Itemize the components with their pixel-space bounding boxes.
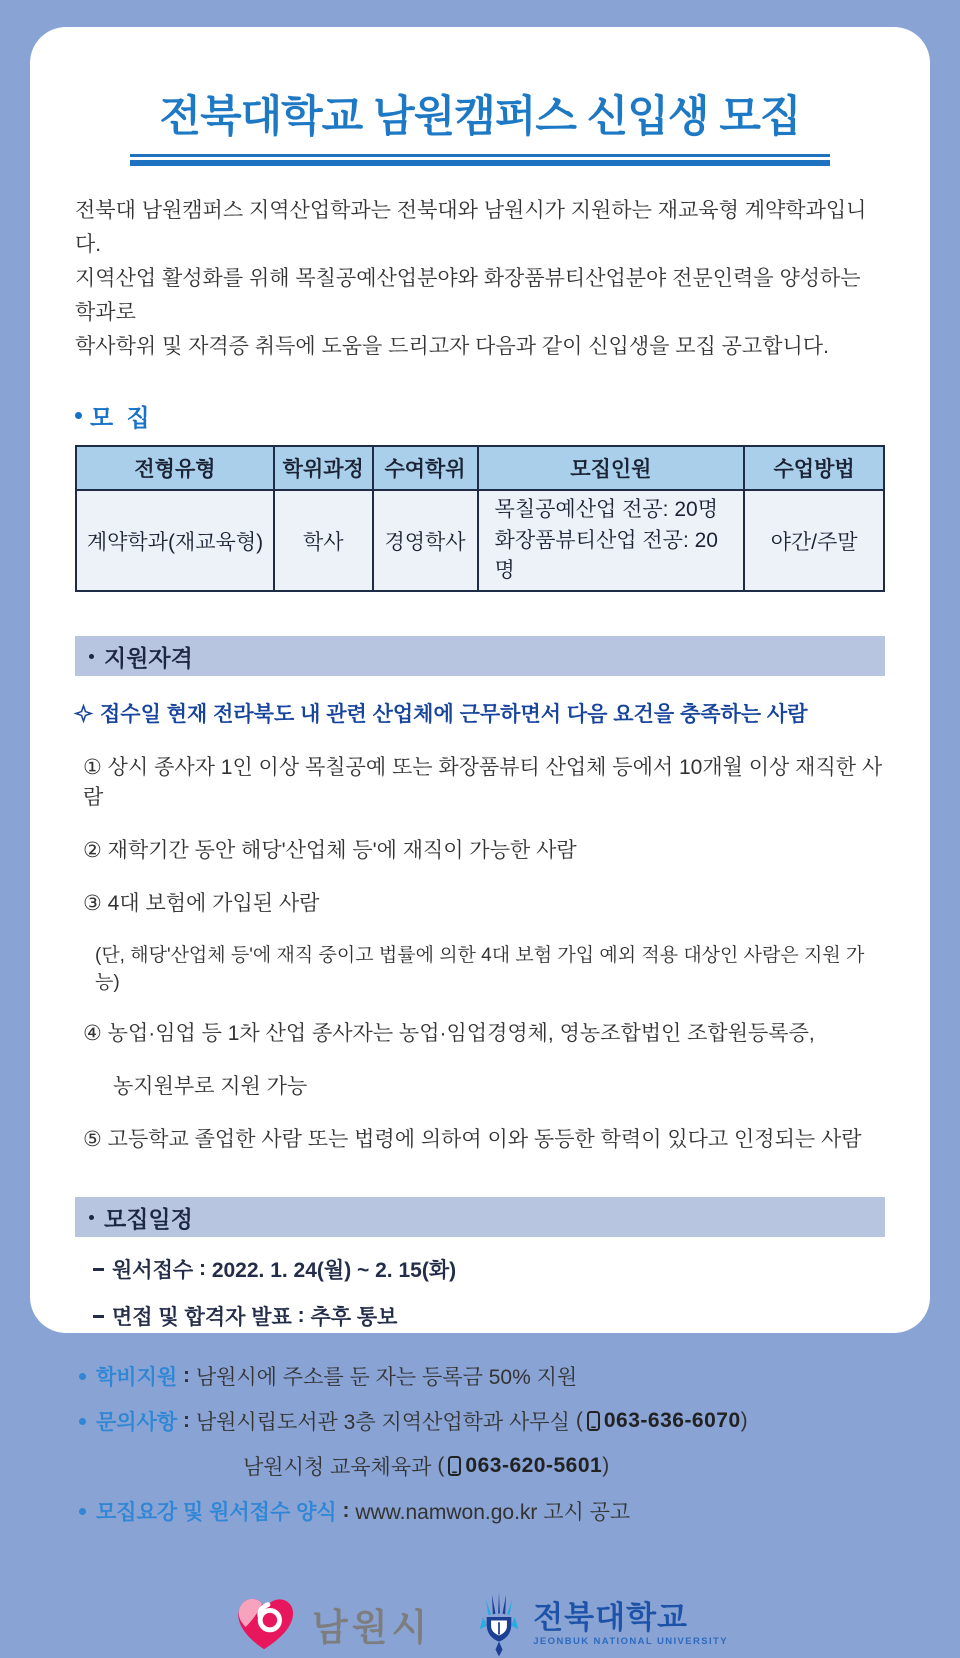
eligibility-item-3: ③ 4대 보험에 가입된 사람 — [83, 892, 320, 916]
info-label-guide: 모집요강 및 원서접수 양식 — [96, 1501, 337, 1525]
eligibility-item-2: ② 재학기간 동안 해당'산업체 등'에 재직이 가능한 사람 — [83, 839, 577, 863]
eligibility-item-3-note: (단, 해당'산업체 등'에 재직 중이고 법률에 의한 4대 보험 가입 예외 적용 대상인 사람은 지원 가능) — [95, 945, 865, 994]
phone-icon — [448, 1456, 461, 1476]
eligibility-lead — [75, 698, 885, 728]
bullet-dot-icon — [79, 1418, 86, 1425]
info-item-contact — [75, 1406, 885, 1436]
table-header-degree: 수여학위 — [373, 446, 478, 490]
intro-line: 전북대 남원캠퍼스 지역산업학과는 전북대와 남원시가 지원하는 재교육형 계약학과입니다. — [75, 199, 867, 257]
contact-phone-2: 063-620-5601 — [465, 1454, 603, 1478]
table-cell-degree: 경영학사 — [373, 490, 478, 591]
info-item-contact-line2 — [75, 1451, 885, 1481]
section-label-recruit — [75, 398, 885, 433]
jbnu-logo-text-group — [533, 1599, 728, 1648]
dash-icon — [93, 1268, 104, 1271]
separator: : — [291, 1304, 311, 1328]
info-item-guide — [75, 1496, 885, 1526]
close-paren: ) — [740, 1409, 748, 1433]
recruit-label-text: 모 집 — [90, 405, 150, 433]
contact-phone-1: 063-636-6070 — [603, 1409, 741, 1433]
jbnu-logo-group — [477, 1590, 728, 1658]
table-cell-method: 야간/주말 — [744, 490, 884, 591]
eligibility-item-4-cont: 농지원부로 지원 가능 — [113, 1075, 308, 1099]
page-title: 전북대학교 남원캠퍼스 신입생 모집 — [159, 93, 801, 141]
schedule-item-label: 면접 및 합격자 발표 — [112, 1306, 292, 1330]
jbnu-logo-subtext: JEONBUK NATIONAL UNIVERSITY — [533, 1636, 728, 1648]
section-header-eligibility — [75, 636, 885, 676]
table-cell-course: 학사 — [274, 490, 373, 591]
torch-emblem-icon — [477, 1590, 521, 1658]
table-cell-capacity — [478, 490, 745, 591]
table-cell-type: 계약학과(재교육형) — [76, 490, 274, 591]
bullet-dot-icon — [89, 1215, 94, 1220]
jbnu-logo-text: 전북대학교 — [533, 1599, 688, 1635]
info-value-tuition: 남원시에 주소를 둔 자는 등록금 50% 지원 — [195, 1366, 578, 1390]
schedule-item-label: 원서접수 — [112, 1259, 194, 1283]
separator: : — [177, 1364, 196, 1388]
recruit-table — [75, 445, 885, 592]
info-label-contact: 문의사항 — [96, 1411, 178, 1435]
bullet-dot-icon — [89, 654, 94, 659]
namwon-logo-group — [232, 1593, 431, 1655]
table-header-method: 수업방법 — [744, 446, 884, 490]
open-paren: ( — [575, 1409, 583, 1433]
title-underline-thick — [130, 160, 830, 166]
bullet-dot-icon — [75, 412, 82, 419]
schedule-item-interview — [75, 1301, 885, 1331]
bullet-dot-icon — [79, 1508, 86, 1515]
intro-paragraph — [75, 194, 885, 364]
open-paren: ( — [437, 1454, 445, 1478]
intro-line: 지역산업 활성화를 위해 목칠공예산업분야와 화장품뷰티산업분야 전문인력을 양성하는 학과로 — [75, 267, 861, 325]
capacity-line: 목칠공예산업 전공: 20명 — [494, 498, 718, 522]
section-header-schedule — [75, 1197, 885, 1237]
four-pointed-star-icon — [75, 705, 92, 722]
heart-swirl-icon — [232, 1593, 300, 1655]
contact-place-1: 남원시립도서관 3층 지역산업학과 사무실 — [195, 1411, 570, 1435]
schedule-section-title: 모집일정 — [104, 1205, 193, 1232]
phone-icon — [587, 1411, 600, 1431]
separator: : — [336, 1499, 356, 1523]
schedule-item-value: 2022. 1. 24(월) ~ 2. 15(화) — [211, 1259, 457, 1283]
content-card — [30, 27, 930, 1649]
info-list — [75, 1361, 885, 1526]
eligibility-lead-text: 접수일 현재 전라북도 내 관련 산업체에 근무하면서 다음 요건을 충족하는 사람 — [100, 703, 808, 727]
table-header-course: 학위과정 — [274, 446, 373, 490]
eligibility-item-5: ⑤ 고등학교 졸업한 사람 또는 법령에 의하여 이와 동등한 학력이 있다고 인정되는 사람 — [83, 1128, 862, 1152]
eligibility-section-title: 지원자격 — [104, 644, 193, 671]
table-header-row — [76, 446, 884, 490]
close-paren: ) — [602, 1454, 610, 1478]
info-item-tuition — [75, 1361, 885, 1391]
namwon-logo-text: 남원시 — [312, 1607, 432, 1649]
separator: : — [193, 1257, 212, 1281]
footer-logos — [75, 1590, 885, 1658]
contact-place-2: 남원시청 교육체육과 — [243, 1456, 432, 1480]
info-label-tuition: 학비지원 — [96, 1366, 178, 1390]
schedule-item-application — [75, 1254, 885, 1284]
eligibility-item-4: ④ 농업·임업 등 1차 산업 종사자는 농업·임업경영체, 영농조합법인 조합원등록증, — [83, 1022, 815, 1046]
title-underline — [130, 154, 830, 166]
table-row — [76, 490, 884, 591]
capacity-line: 화장품뷰티산업 전공: 20명 — [494, 528, 718, 582]
table-header-type: 전형유형 — [76, 446, 274, 490]
bullet-dot-icon — [79, 1373, 86, 1380]
table-header-capacity: 모집인원 — [478, 446, 745, 490]
info-value-guide: www.namwon.go.kr 고시 공고 — [355, 1501, 631, 1525]
eligibility-item-1: ① 상시 종사자 1인 이상 목칠공예 또는 화장품뷰티 산업체 등에서 10개월 이상 재직한 사람 — [83, 756, 883, 810]
schedule-item-value: 추후 통보 — [310, 1306, 398, 1330]
dash-icon — [93, 1315, 104, 1318]
separator: : — [177, 1409, 196, 1433]
intro-line: 학사학위 및 자격증 취득에 도움을 드리고자 다음과 같이 신입생을 모집 공고합니다. — [75, 335, 829, 359]
